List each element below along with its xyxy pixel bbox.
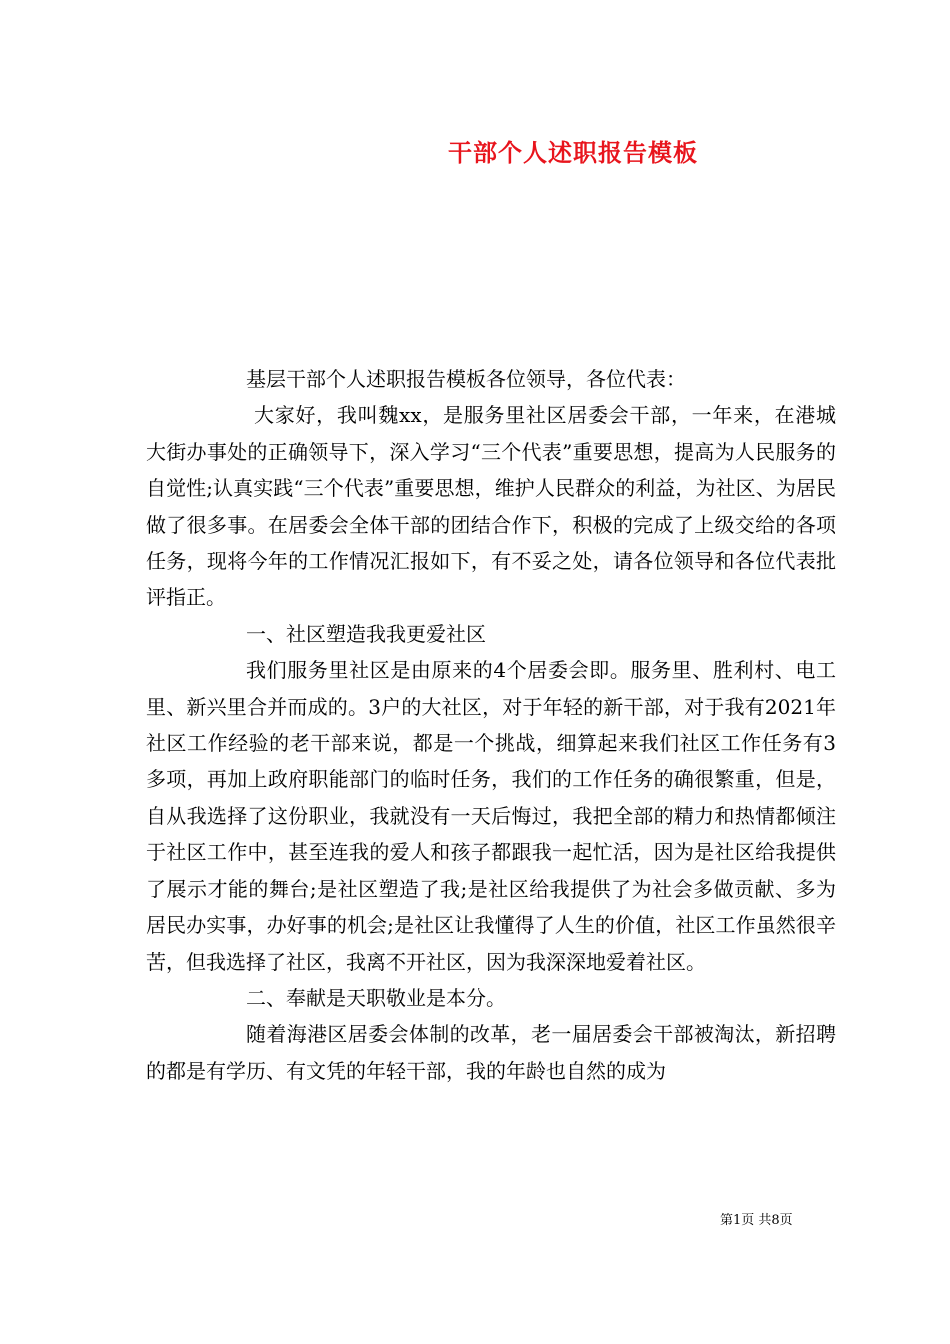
section-heading-2: 二、奉献是天职敬业是本分。	[246, 985, 506, 1010]
paragraph-section-1: 我们服务里社区是由原来的4个居委会即。服务里、胜利村、电工里、新兴里合并而成的。3户的大社区，对于年轻的新干部，对于我有2021年社区工作经验的老干部来说，都是一个挑战，细算起来我们社区工作任务有3多项，再加上政府职能部门的临时任务，我们的工作任务的确很繁重，但是，自从我选择了这份职业，我就没有一天后悔过，我把全部的精力和热情都倾注于社区工作中，甚至连我的爱人和孩子都跟我一起忙活，因为是社区给我提供了展示才能的舞台;是社区塑造了我;是社区给我提供了为社会多做贡献、多为居民办实事，办好事的机会;是社区让我懂得了人生的价值，社区工作虽然很辛苦，但我选择了社区，我离不开社区，因为我深深地爱着社区。	[146, 658, 836, 974]
paragraph-opening: 大家好，我叫魏xx，是服务里社区居委会干部，一年来，在港城大街办事处的正确领导下，深入学习“三个代表”重要思想，提高为人民服务的自觉性;认真实践“三个代表”重要思想，维护人民群众的利益，为社区、为居民做了很多事。在居委会全体干部的团结合作下，积极的完成了上级交给的各项任务，现将今年的工作情况汇报如下，有不妥之处，请各位领导和各位代表批评指正。	[146, 403, 836, 610]
section-heading-1: 一、社区塑造我我更爱社区	[246, 621, 486, 646]
page-number-footer: 第1页 共8页	[720, 1213, 793, 1228]
paragraph-section-2: 随着海港区居委会体制的改革，老一届居委会干部被淘汰，新招聘的都是有学历、有文凭的年轻干部，我的年龄也自然的成为	[146, 1022, 836, 1083]
document-body	[146, 361, 836, 1089]
salutation: 基层干部个人述职报告模板各位领导，各位代表：	[246, 367, 686, 391]
document-title: 干部个人述职报告模板	[448, 139, 698, 167]
